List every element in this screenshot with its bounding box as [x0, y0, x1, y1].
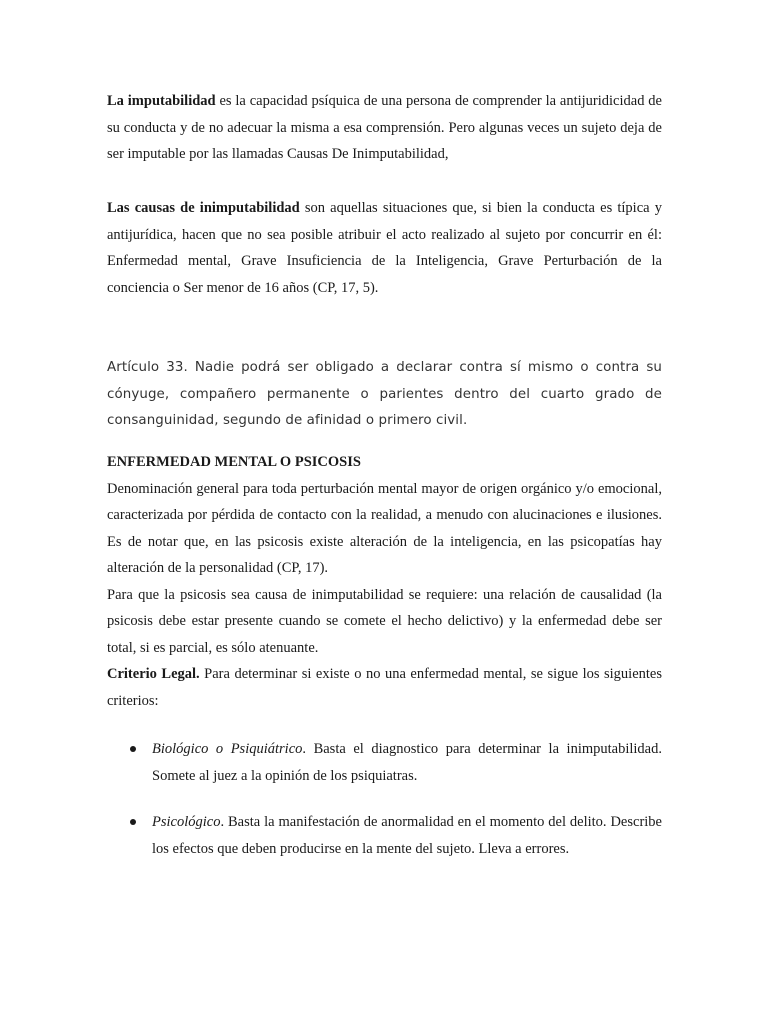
list-item: [107, 736, 662, 789]
list-item: [107, 809, 662, 862]
causas-text: son aquellas situaciones que, si bien la conducta es típica y antijurídica, hacen que no sea posible atribuir el acto realizado al sujeto por concurrir en él: Enfermedad mental, Grave Insuficiencia de la Inteligencia, Grave Perturbación de la conciencia o Ser menor de 16 años (CP, 17, 5).: [107, 200, 662, 296]
criterion-text: . Basta el diagnostico para determinar la inimputabilidad. Somete al juez a la opinión de los psiquiatras.: [152, 741, 662, 784]
paragraph-imputabilidad: [107, 88, 662, 168]
bullet-icon: [130, 819, 136, 825]
criterion-name: Biológico o Psiquiátrico: [152, 741, 303, 757]
criterio-legal-paragraph: [107, 661, 662, 714]
criterion-text: . Basta la manifestación de anormalidad en el momento del delito. Describe los efectos que deben producirse en la mente del sujeto. Lleva a errores.: [152, 814, 662, 857]
criterion-name: Psicológico: [152, 814, 221, 830]
section-heading: ENFERMEDAD MENTAL O PSICOSIS: [107, 454, 361, 470]
term-imputabilidad: La imputabilidad: [107, 93, 216, 109]
article-33-text: Artículo 33. Nadie podrá ser obligado a declarar contra sí mismo o contra su cónyuge, compañero permanente o parientes dentro del cuarto grado de consanguinidad, segundo de afinidad o primero civil.: [107, 360, 662, 428]
criterio-legal-label: Criterio Legal.: [107, 666, 200, 682]
criterio-legal-text: Para determinar si existe o no una enfermedad mental, se sigue los siguientes criterios:: [107, 666, 662, 709]
bullet-icon: [130, 746, 136, 752]
section-enfermedad-mental: [107, 449, 662, 714]
article-33: [107, 355, 662, 435]
criteria-list: [107, 736, 662, 862]
imputabilidad-text: es la capacidad psíquica de una persona de comprender la antijuridicidad de su conducta y de no adecuar la misma a esa comprensión. Pero algunas veces un sujeto deja de ser imputable por las llamadas Causas De Inimputabilidad,: [107, 93, 662, 162]
term-causas-inimputabilidad: Las causas de inimputabilidad: [107, 200, 300, 216]
paragraph-causas-inimputabilidad: [107, 195, 662, 301]
requirement-paragraph: Para que la psicosis sea causa de inimputabilidad se requiere: una relación de causalidad (la psicosis debe estar presente cuando se comete el hecho delictivo) y la enfermedad debe ser total, si es parcial, es sólo atenuante.: [107, 586, 662, 656]
definition-paragraph: Denominación general para toda perturbación mental mayor de origen orgánico y/o emocional, caracterizada por pérdida de contacto con la realidad, a menudo con alucinaciones e ilusiones. Es de notar que, en las psicosis existe alteración de la inteligencia, en las psicopatías hay alteración de la personalidad (CP, 17).: [107, 480, 662, 576]
